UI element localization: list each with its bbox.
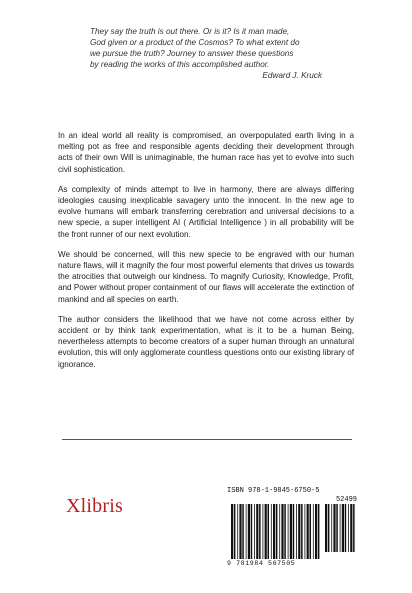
barcode-bar — [315, 504, 317, 559]
barcode-bar — [290, 504, 292, 559]
barcode-bar — [265, 504, 267, 559]
barcode-bar — [348, 504, 349, 552]
barcode-bar — [284, 504, 286, 559]
barcode-icon — [227, 504, 357, 559]
barcode-bar — [296, 504, 297, 559]
barcode-bar — [325, 504, 327, 552]
author-quote — [90, 26, 340, 81]
blurb-paragraph: We should be concerned, will this new specie to be engraved with our human nature flaws, will it magnify the four most powerful elements that drives us towards the atrocities that outweigh our kindness. To magnify Curiosity, Knowledge, Profit, and Power without proper containment of our flaws will accelerate the extinction of mankind and all species on earth. — [58, 249, 354, 304]
blurb — [58, 130, 354, 379]
barcode-bar — [279, 504, 280, 559]
barcode-block — [227, 487, 357, 571]
barcode-bar — [254, 504, 255, 559]
barcode-bar — [310, 504, 312, 559]
barcode-bar — [263, 504, 264, 559]
barcode-bar — [305, 504, 306, 559]
barcode-bar — [333, 504, 335, 552]
barcode-bar — [298, 504, 300, 559]
barcode-bar — [350, 504, 352, 552]
barcode-bar — [256, 504, 258, 559]
quote-line: God given or a product of the Cosmos? To what extent do — [90, 38, 300, 47]
barcode-bar — [307, 504, 309, 559]
barcode-bar — [342, 504, 344, 552]
barcode-bar — [259, 504, 261, 559]
barcode-bar — [246, 504, 247, 559]
barcode-bar — [242, 504, 244, 559]
divider-rule — [62, 439, 352, 440]
barcode-bar — [340, 504, 341, 552]
publisher-logo: Xlibris — [66, 495, 123, 517]
quote-line: They say the truth is out there. Or is it? Is it man made, — [90, 27, 290, 36]
blurb-paragraph: The author considers the likelihood that we have not come across either by accident or by think tank experimentation, what is it to be a human Being, nevertheless attempts to become creators of a super human through an unnatural evolution, this will only agglomerate countless questions onto our existing library of ignorance. — [58, 314, 354, 369]
barcode-bar — [301, 504, 303, 559]
quote-line: by reading the works of this accomplished author. — [90, 60, 270, 69]
blurb-paragraph: In an ideal world all reality is compromised, an overpopulated earth living in a melting pot as free and responsible agents deciding their development through acts of their own Will is unimaginable, the human race has yet to evolve into such civil sophistication. — [58, 131, 354, 174]
barcode-bar — [281, 504, 283, 559]
blurb-paragraph: As complexity of minds attempt to live in harmony, there are always differing ideologies causing inexplicable savagery unto the innocent. In the new age to evolve humans will embark transferring cerebration and universal decisions to a new specie, a super intelligent AI ( Artificial Intelligence ) in all probability will be the front runner of our next evolution. — [58, 184, 354, 239]
quote-line: we pursue the truth? Journey to answer these questions — [90, 49, 294, 58]
barcode-bar — [239, 504, 241, 559]
barcode-bar — [345, 504, 347, 552]
barcode-bar — [237, 504, 238, 559]
barcode-bar — [248, 504, 250, 559]
barcode-bar — [328, 504, 330, 552]
barcode-bar — [288, 504, 289, 559]
barcode-bar — [234, 504, 236, 559]
barcode-bar — [313, 504, 314, 559]
barcode-bar — [336, 504, 338, 552]
barcode-bar — [318, 504, 320, 559]
ean-digits: 9 781984 567505 — [227, 560, 296, 567]
quote-author: Edward J. Kruck — [262, 71, 322, 80]
barcode-bar — [331, 504, 332, 552]
barcode-bar — [268, 504, 270, 559]
price-code: 52499 — [335, 496, 357, 504]
isbn-text: ISBN 978-1-9845-6750-5 — [227, 487, 320, 495]
barcode-bar — [353, 504, 355, 552]
barcode-bar — [271, 504, 272, 559]
barcode-bar — [293, 504, 295, 559]
barcode-bar — [273, 504, 275, 559]
barcode-bar — [231, 504, 233, 559]
barcode-bar — [276, 504, 278, 559]
barcode-bar — [251, 504, 253, 559]
